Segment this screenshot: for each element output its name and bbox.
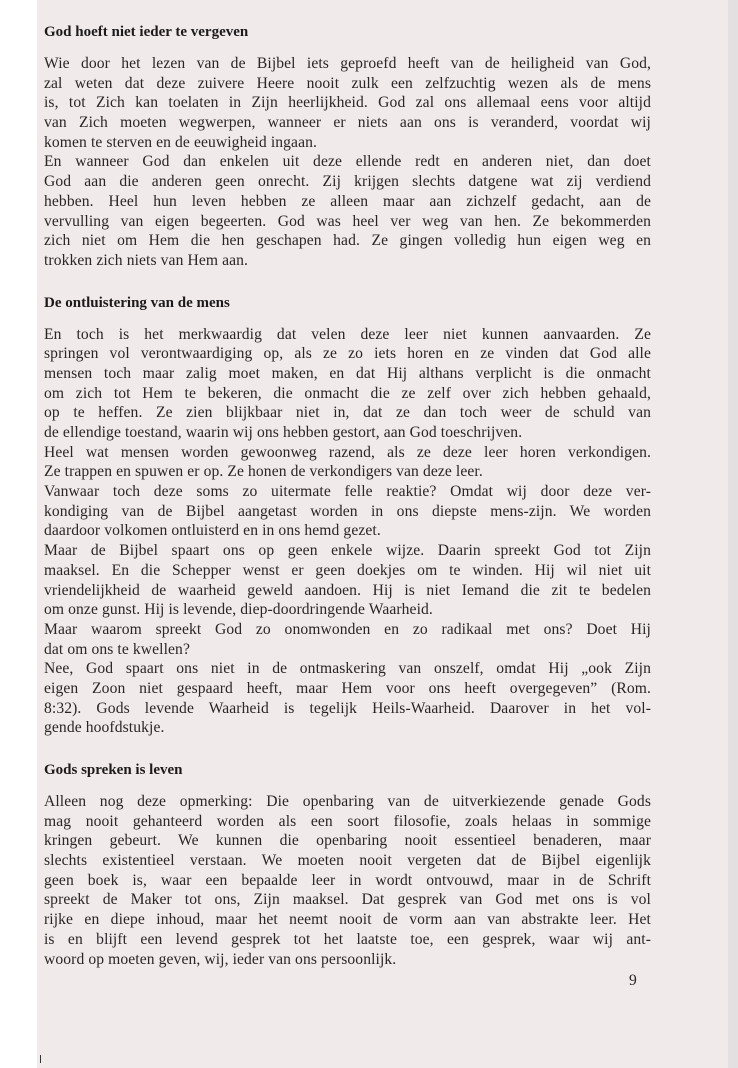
text-line: zal weten dat deze zuivere Heere nooit zulk een zelfzuchtig wezen als de mens	[44, 74, 651, 92]
text-line: kringen gebeurt. We kunnen die openbaring nooit essentieel benaderen, maar	[44, 832, 651, 850]
section	[44, 22, 651, 271]
text-line: En wanneer God dan enkelen uit deze ellende redt en anderen niet, dan doet	[44, 153, 651, 171]
text-line: woord op moeten geven, wij, ieder van ons persoonlijk.	[44, 950, 397, 968]
text-line: mensen toch maar zalig moet maken, en dat Hij althans verplicht is die onmacht	[44, 364, 651, 382]
text-line: geen boek is, waar een bepaalde leer in wordt ontvouwd, maar in de Schrift	[44, 871, 651, 889]
section-heading: God hoeft niet ieder te vergeven	[44, 24, 249, 40]
text-line: dat om ons te kwellen?	[44, 640, 190, 658]
text-line: Nee, God spaart ons niet in de ontmaskering van onszelf, omdat Hij „ook Zijn	[44, 660, 651, 678]
text-line: op te heffen. Ze zien blijkbaar niet in, dat ze dan toch weer de schuld van	[44, 404, 651, 422]
text-line: vriendelijkheid de waarheid geweld aandoen. Hij is niet Iemand die zit te bedelen	[44, 581, 651, 599]
text-line: Vanwaar toch deze soms zo uitermate felle reaktie? Omdat wij door deze ver-	[44, 483, 651, 501]
text-line: Heel wat mensen worden gewoonweg razend, als ze deze leer horen verkondigen.	[44, 443, 651, 461]
text-line: Alleen nog deze opmerking: Die openbaring van de uitverkiezende genade Gods	[44, 793, 651, 810]
text-line: 8:32). Gods levende Waarheid is tegelijk Heils-Waarheid. Daarover in het vol-	[44, 699, 651, 717]
paragraph	[44, 482, 651, 541]
text-line: springen vol verontwaardiging op, als ze zo iets horen en ze vinden dat God alle	[44, 345, 651, 363]
text-line: is en blijft een levend gesprek tot het laatste toe, een gesprek, waar wij ant-	[44, 930, 651, 948]
text-line: slechts existentieel verstaan. We moeten nooit vergeten dat de Bijbel eigenlijk	[44, 852, 651, 870]
page-edge	[728, 0, 738, 1068]
text-line: mag nooit gehanteerd worden als een soort filosofie, zoals helaas in sommige	[44, 812, 651, 830]
text-line: rijke en diepe inhoud, maar het neemt nooit de vorm aan van abstrakte leer. Het	[44, 911, 651, 929]
text-line: de ellendige toestand, waarin wij ons hebben gestort, aan God toeschrijven.	[44, 424, 523, 441]
text-line: eigen Zoon niet gespaard heeft, maar Hem voor ons heeft overgegeven” (Rom.	[44, 679, 651, 697]
section-heading: Gods spreken is leven	[44, 762, 183, 778]
text-line: om zich tot Hem te bekeren, die onmacht die ze zelf over zich hebben gehaald,	[44, 384, 651, 402]
text-line: Maar waarom spreekt God zo onomwonden en zo radikaal met ons? Doet Hij	[44, 620, 651, 638]
text-line: daardoor volkomen ontluisterd en in ons hemd gezet.	[44, 522, 381, 540]
section-heading: De ontluistering van de mens	[44, 294, 230, 311]
section	[44, 760, 651, 969]
text-line: Wie door het lezen van de Bijbel iets geproefd heeft van de heiligheid van God,	[44, 55, 651, 72]
text-line: Maar de Bijbel spaart ons op geen enkele wijze. Daarin spreekt God tot Zijn	[44, 542, 651, 560]
page-number: 9	[629, 972, 637, 989]
text-line: spreekt de Maker tot ons, Zijn maaksel. Dat gesprek van God met ons is vol	[44, 891, 651, 909]
text-line: trokken zich niets van Hem aan.	[44, 251, 249, 269]
paragraph	[44, 152, 651, 270]
page-body	[44, 22, 651, 991]
text-line: gende hoofdstukje.	[44, 719, 165, 737]
scan-mark	[40, 1055, 41, 1063]
text-line: kondiging van de Bijbel aangetast worden in ons diepste mens-zijn. We worden	[44, 502, 651, 520]
text-line: vervulling van eigen begeerten. God was heel ver weg van hen. Ze bekommerden	[44, 212, 651, 230]
text-line: komen te sterven en de eeuwigheid ingaan.	[44, 133, 317, 151]
paragraph	[44, 659, 651, 738]
text-line: maaksel. En die Schepper wenst er geen doekjes om te winden. Hij wil niet uit	[44, 561, 651, 579]
paragraph	[44, 792, 651, 969]
paragraph	[44, 325, 651, 443]
text-line: van Zich moeten wegwerpen, wanneer er niets aan ons is veranderd, voordat wij	[44, 114, 651, 132]
text-line: om onze gunst. Hij is levende, diep-doordringende Waarheid.	[44, 601, 433, 619]
paragraph	[44, 54, 651, 152]
text-line: Ze trappen en spuwen er op. Ze honen de verkondigers van deze leer.	[44, 463, 483, 481]
paragraph	[44, 620, 651, 659]
text-line: zich niet om Hem die hen geschapen had. Ze gingen volledig hun eigen weg en	[44, 232, 651, 250]
text-line: hebben. Heel hun leven hebben ze alleen maar aan zichzelf gedacht, aan de	[44, 192, 651, 210]
text-line: is, tot Zich kan toelaten in Zijn heerlijkheid. God zal ons allemaal eens voor altijd	[44, 94, 651, 112]
section	[44, 293, 651, 738]
text-line: God aan die anderen geen onrecht. Zij krijgen slechts datgene wat zij verdiend	[44, 173, 651, 191]
text-line: En toch is het merkwaardig dat velen deze leer niet kunnen aanvaarden. Ze	[44, 325, 651, 343]
paragraph	[44, 541, 651, 620]
paragraph	[44, 443, 651, 482]
